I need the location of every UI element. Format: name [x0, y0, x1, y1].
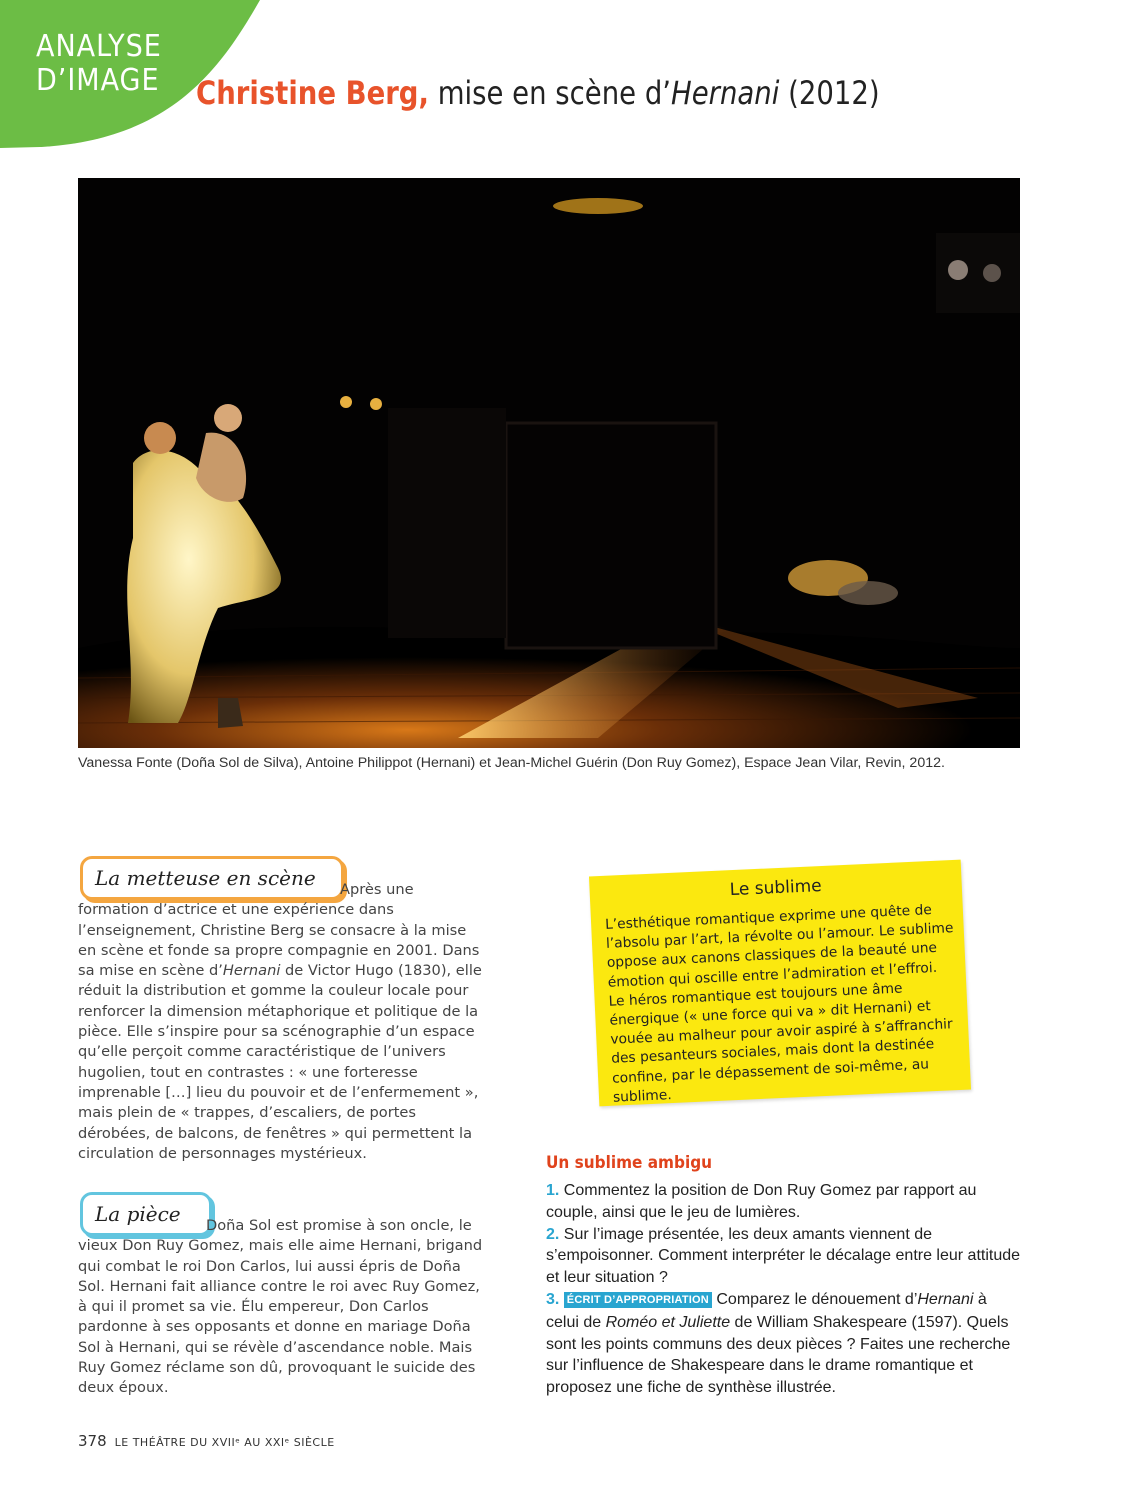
photo-caption: Vanessa Fonte (Doña Sol de Silva), Antoine Philippot (Hernani) et Jean-Michel Guérin (Don Ruy Gomez), Espace Jean Vilar, Revin, 2012. — [78, 755, 945, 771]
page-title: Christine Berg, mise en scène d’Hernani (2012) — [196, 74, 880, 112]
director-section-label: La metteuse en scène — [80, 856, 344, 900]
questions-list — [546, 1180, 1024, 1399]
page-footer — [78, 1432, 335, 1450]
question-2: 2. Sur l’image présentée, les deux amants viennent de s’empoisonner. Comment interpréter le décalage entre leur attitude et leur situation ? — [546, 1225, 1021, 1287]
sublime-title: Le sublime — [729, 876, 823, 901]
writing-badge: ÉCRIT D’APPROPRIATION — [564, 1292, 712, 1308]
sublime-definition-box — [589, 860, 971, 1107]
director-name: Christine Berg, — [196, 74, 429, 112]
stage-photo — [78, 178, 1020, 748]
question-1: 1. Commentez la position de Don Ruy Gomez par rapport au couple, ainsi que le jeu de lumières. — [546, 1182, 977, 1221]
questions-heading: Un sublime ambigu — [546, 1153, 713, 1173]
question-3: 3. ÉCRIT D’APPROPRIATION Comparez le dénouement d’Hernani à celui de Roméo et Juliette de William Shakespeare (1597). Quels sont les points communs des deux pièces ? Faites une recherche sur l’influence de Shakespeare dans le drame romantique et proposez une fiche de synthèse illustrée. — [546, 1290, 1011, 1397]
director-section-text: Après une formation d’actrice et une expérience dans l’enseignement, Christine Berg se consacre à la mise en scène et fonde sa propre compagnie en 2001. Dans sa mise en scène d’Hernani de Victor Hugo (1830), elle réduit la distribution et gomme la couleur locale pour renforcer la dimension métaphorique et politique de la pièce. Elle s’inspire pour sa scénographie d’un espace qu’elle perçoit comme caractéristique de l’univers hugolien, tout en contrastes : « une forteresse imprenable […] lieu du pouvoir et de l’enfermement », mais plein de « trappes, d’escaliers, de portes dérobées, de balcons, de fenêtres » qui permettent la circulation de personnages mystérieux. — [78, 881, 482, 1162]
play-section-text: Doña Sol est promise à son oncle, le vieux Don Ruy Gomez, mais elle aime Hernani, brigand qui combat le roi Don Carlos, lui aussi épris de Doña Sol. Hernani fait alliance contre le roi avec Ruy Gomez, à qui il promet sa vie. Élu empereur, Don Carlos pardonne à ses opposants et donne en mariage Doña Sol à Hernani, qui se révèle d’ascendance noble. Mais Ruy Gomez réclame son dû, provoquant le suicide des deux époux. — [78, 1217, 483, 1397]
work-title: Hernani — [671, 74, 780, 112]
play-section-label: La pièce — [80, 1192, 212, 1236]
page-number: 378 — [78, 1432, 107, 1450]
running-title: LE THÉÂTRE DU XVIIᵉ AU XXIᵉ SIÈCLE — [114, 1436, 335, 1449]
sublime-text: L’esthétique romantique exprime une quête de l’absolu par l’art, la révolte ou l’amour. Le sublime oppose aux canons classiques de la beauté une émotion qui oscille entre l’admiration et l’effroi. Le héros romantique est toujours une âme énergique (« une force qui va » dit Hernani) et vouée au malheur pour avoir aspiré à s’affranchir des pesanteurs sociales, mais dont la destinée confine, par le dépassement de soi-même, au sublime. — [604, 902, 954, 1106]
section-label: ANALYSE D’IMAGE — [36, 29, 162, 98]
